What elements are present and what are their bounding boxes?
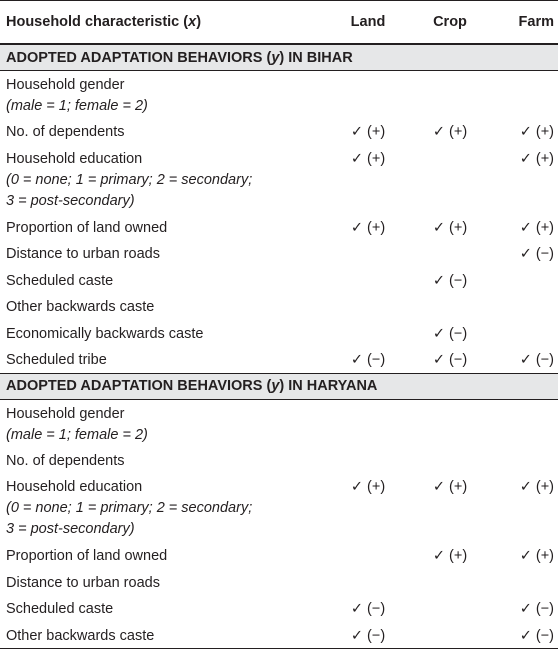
- section-header: ADOPTED ADAPTATION BEHAVIORS ( y ) IN BIHAR: [0, 44, 558, 71]
- row-label: Other backwards caste: [6, 627, 155, 644]
- row-note: 3 = post-secondary): [6, 521, 135, 537]
- cell-land: ✓ (+): [350, 150, 386, 167]
- row-label: Proportion of land owned: [6, 548, 168, 564]
- row-label: Distance to urban roads: [6, 574, 160, 591]
- cell-farm: ✓ (+): [519, 479, 554, 495]
- row-label: Scheduled tribe: [6, 352, 107, 368]
- cell-farm: ✓ (+): [519, 219, 554, 236]
- cell-land: ✓ (−): [350, 627, 386, 644]
- table-body: [0, 44, 558, 648]
- row-characteristic: [0, 75, 326, 117]
- row-characteristic: [0, 599, 326, 620]
- row-characteristic: [0, 350, 326, 371]
- cell-farm: ✓ (−): [519, 352, 554, 368]
- row-label: Scheduled caste: [6, 601, 114, 617]
- table-row: [0, 542, 558, 569]
- table-row: [0, 240, 558, 267]
- row-label: Household gender: [6, 77, 125, 93]
- header-crop: Crop: [433, 14, 467, 30]
- row-label: No. of dependents: [6, 124, 125, 140]
- row-note: (0 = none; 1 = primary; 2 = secondary;: [6, 171, 253, 188]
- row-label: Scheduled caste: [6, 272, 114, 289]
- row-note: (male = 1; female = 2): [6, 426, 148, 443]
- cell-farm: ✓ (+): [519, 124, 554, 140]
- cell-land: ✓ (−): [350, 601, 386, 617]
- row-characteristic: [0, 122, 326, 143]
- table-row: [0, 400, 558, 447]
- row-characteristic: [0, 218, 326, 239]
- row-characteristic: [0, 271, 326, 292]
- cell-crop: ✓ (+): [432, 219, 468, 236]
- row-label: Other backwards caste: [6, 299, 155, 315]
- header-characteristic: [0, 14, 326, 30]
- cell-crop: ✓ (−): [432, 272, 468, 289]
- header-close-paren: ): [196, 14, 202, 30]
- row-label: No. of dependents: [6, 452, 125, 469]
- table-row: [0, 71, 558, 118]
- row-label: Household education: [6, 150, 143, 167]
- cell-farm: ✓ (−): [519, 627, 554, 644]
- cell-crop: ✓ (+): [432, 479, 468, 495]
- row-label: Distance to urban roads: [6, 246, 160, 262]
- table-row: [0, 622, 558, 649]
- cell-crop: ✓ (+): [432, 124, 468, 140]
- row-label: Household education: [6, 479, 143, 495]
- cell-crop: ✓ (−): [432, 325, 468, 342]
- row-note: (0 = none; 1 = primary; 2 = secondary;: [6, 500, 253, 516]
- row-characteristic: [0, 324, 326, 345]
- cell-farm: ✓ (+): [519, 548, 554, 564]
- table-row: [0, 569, 558, 596]
- header-land: Land: [350, 14, 386, 30]
- table-row: [0, 346, 558, 373]
- row-characteristic: [0, 451, 326, 472]
- row-characteristic: [0, 149, 326, 212]
- row-characteristic: [0, 546, 326, 567]
- row-note: (male = 1; female = 2): [6, 98, 148, 114]
- table-row: [0, 473, 558, 542]
- table-row: [0, 214, 558, 241]
- row-characteristic: [0, 404, 326, 446]
- row-note: 3 = post-secondary): [6, 192, 135, 209]
- table-row: [0, 267, 558, 294]
- table-row: [0, 118, 558, 145]
- row-label: Proportion of land owned: [6, 219, 168, 236]
- cell-land: ✓ (−): [350, 352, 386, 368]
- cell-land: ✓ (+): [350, 124, 386, 140]
- row-characteristic: [0, 626, 326, 647]
- row-characteristic: [0, 477, 326, 540]
- header-x-variable: x: [188, 14, 197, 30]
- header-farm: Farm: [518, 14, 554, 30]
- bottom-rule: [0, 648, 558, 649]
- row-label: Household gender: [6, 405, 125, 422]
- cell-crop: ✓ (−): [432, 352, 468, 368]
- row-characteristic: [0, 573, 326, 594]
- cell-crop: ✓ (+): [432, 548, 468, 564]
- header-characteristic-text: Household characteristic (: [6, 14, 189, 30]
- row-label: Economically backwards caste: [6, 325, 204, 342]
- table-row: [0, 320, 558, 347]
- table-row: [0, 595, 558, 622]
- table-row: [0, 447, 558, 474]
- table-header-row: [0, 0, 558, 44]
- cell-farm: ✓ (−): [519, 246, 554, 262]
- table-row: [0, 145, 558, 214]
- cell-farm: ✓ (−): [519, 601, 554, 617]
- section-header: ADOPTED ADAPTATION BEHAVIORS ( y ) IN HARYANA: [0, 373, 558, 400]
- row-characteristic: [0, 297, 326, 318]
- table-row: [0, 293, 558, 320]
- cell-land: ✓ (+): [350, 219, 386, 236]
- cell-land: ✓ (+): [350, 479, 386, 495]
- cell-farm: ✓ (+): [519, 150, 554, 167]
- row-characteristic: [0, 244, 326, 265]
